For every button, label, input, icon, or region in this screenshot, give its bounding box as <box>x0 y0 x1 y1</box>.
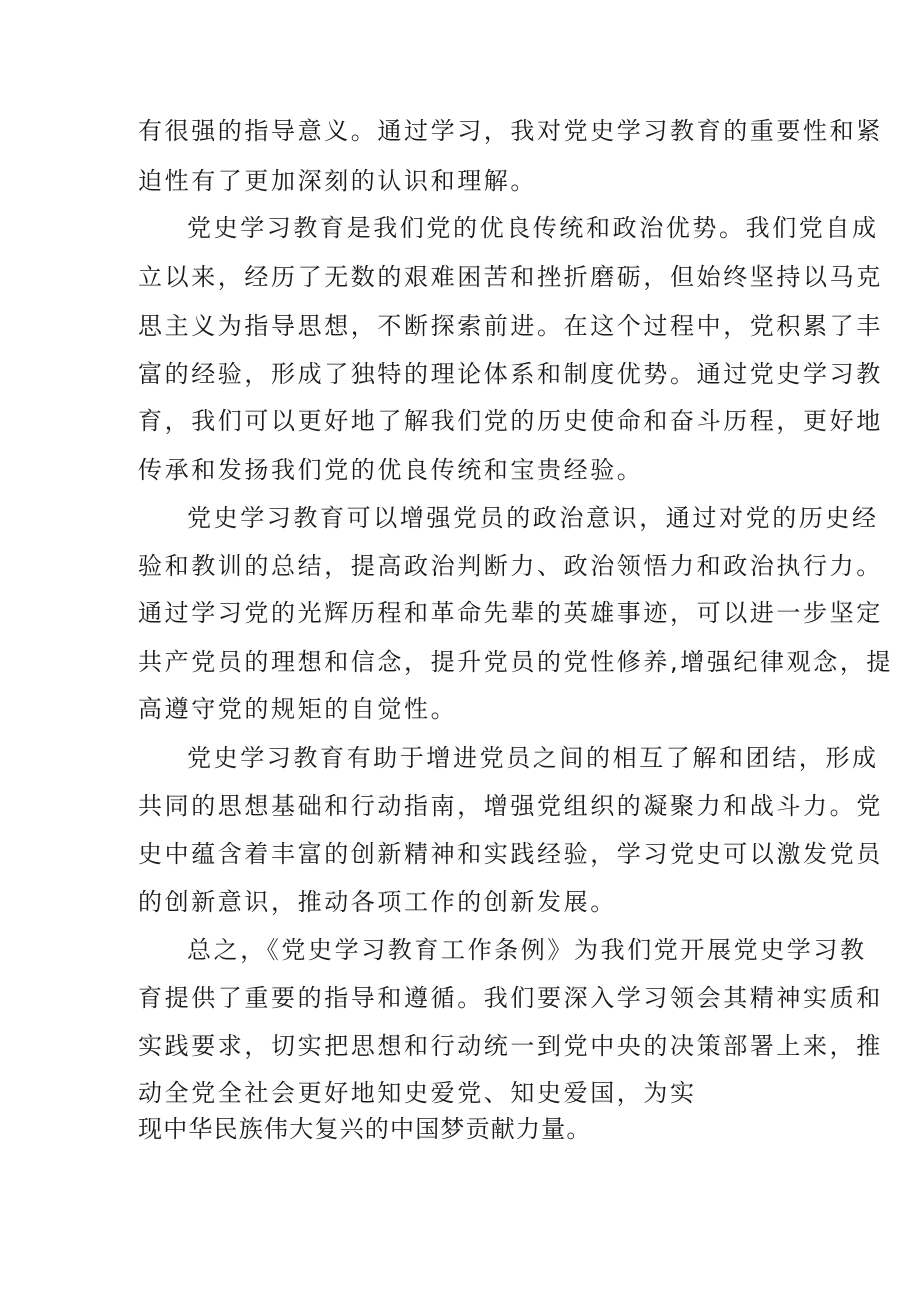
text-line: 史中蕴含着丰富的创新精神和实践经验，学习党史可以激发党员 <box>138 840 883 868</box>
text-line: 共同的思想基础和行动指南，增强党组织的凝聚力和战斗力。党 <box>138 792 883 820</box>
text-line: 现中华民族伟大复兴的中国梦贡献力量。 <box>138 1115 592 1143</box>
text-line: 的创新意识，推动各项工作的创新发展。 <box>138 888 617 916</box>
text-line: 验和教训的总结，提高政治判断力、政治领悟力和政治执行力。 <box>138 552 883 580</box>
paragraph-first-line: 总之，《党史学习教育工作条例》为我们党开展党史学习教 <box>187 936 867 964</box>
text-line: 高遵守党的规矩的自觉性。 <box>138 695 458 723</box>
text-line: 传承和发扬我们党的优良传统和宝贵经验。 <box>138 456 644 484</box>
paragraph-first-line: 党史学习教育可以增强党员的政治意识，通过对党的历史经 <box>187 504 879 532</box>
text-line: 迫性有了更加深刻的认识和理解。 <box>138 167 537 195</box>
text-line: 动全党全社会更好地知史爱党、知史爱国，为实 <box>138 1079 697 1107</box>
text-line: 实践要求，切实把思想和行动统一到党中央的决策部署上来，推 <box>138 1032 883 1060</box>
paragraph-first-line: 党史学习教育是我们党的优良传统和政治优势。我们党自成 <box>187 214 879 242</box>
text-line: 通过学习党的光辉历程和革命先辈的英雄事迹，可以进一步坚定 <box>138 599 883 627</box>
text-line: 有很强的指导意义。通过学习，我对党史学习教育的重要性和紧 <box>138 117 883 145</box>
text-line: 育提供了重要的指导和遵循。我们要深入学习领会其精神实质和 <box>138 984 883 1012</box>
paragraph-first-line: 党史学习教育有助于增进党员之间的相互了解和团结，形成 <box>187 744 879 772</box>
text-line: 共产党员的理想和信念，提升党员的党性修养,增强纪律观念，提 <box>138 648 894 676</box>
text-line: 思主义为指导思想，不断探索前进。在这个过程中，党积累了丰 <box>138 312 883 340</box>
text-line: 富的经验，形成了独特的理论体系和制度优势。通过党史学习教 <box>138 360 883 388</box>
text-line: 立以来，经历了无数的艰难困苦和挫折磨砺，但始终坚持以马克 <box>138 263 883 291</box>
text-line: 育，我们可以更好地了解我们党的历史使命和奋斗历程，更好地 <box>138 407 883 435</box>
